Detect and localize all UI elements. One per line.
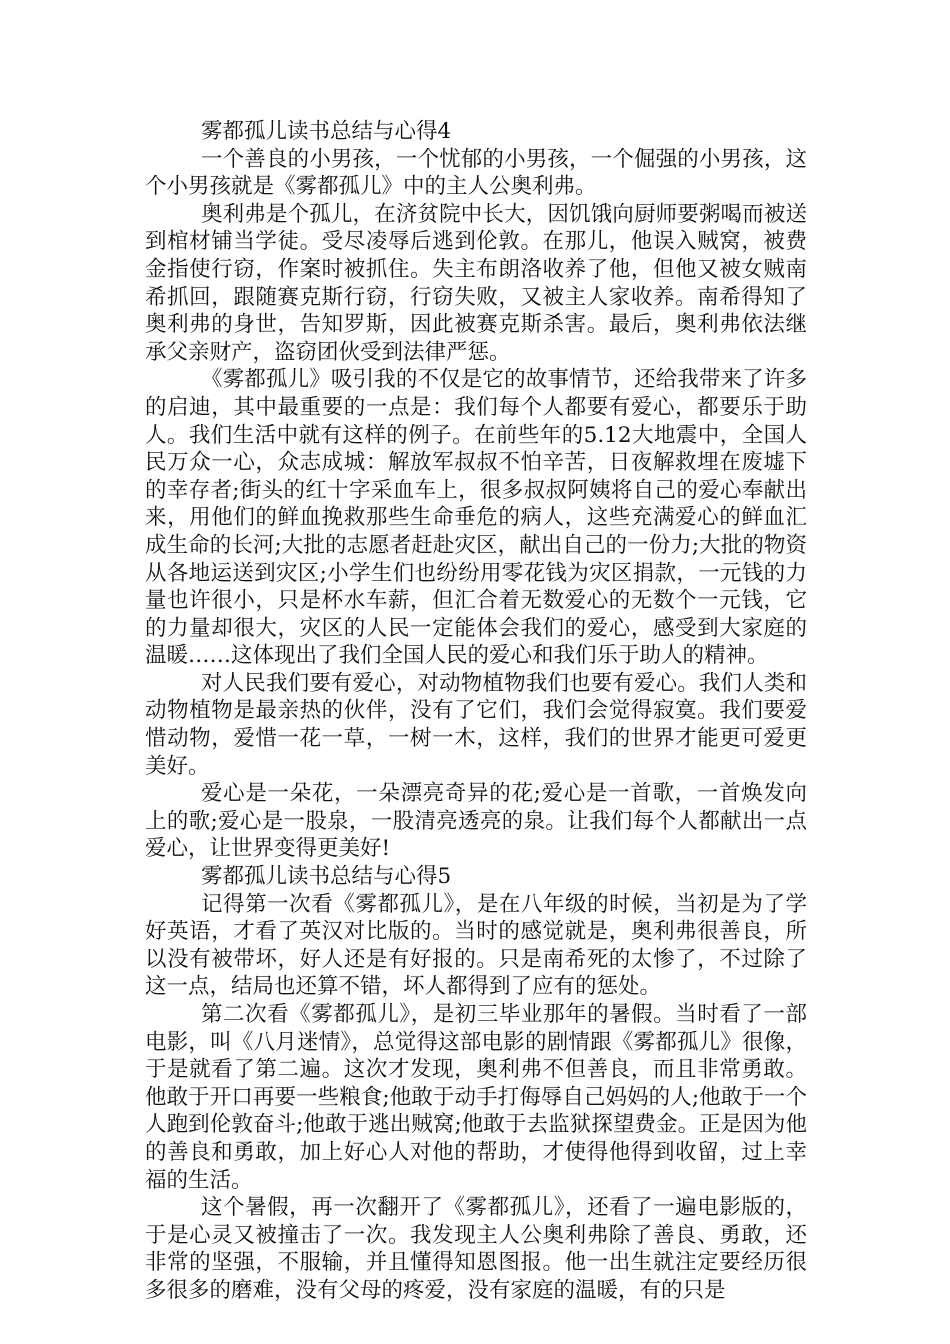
paragraph: 奥利弗是个孤儿，在济贫院中长大，因饥饿向厨师要粥喝而被送到棺材铺当学徒。受尽凌辱后逃到伦敦。在那儿，他误入贼窝，被费金指使行窃，作案时被抓住。失主布朗洛收养了他，但他又被女贼南希抓回，跟随赛克斯行窃，行窃失败，又被主人家收养。南希得知了奥利弗的身世，告知罗斯，因此被赛克斯杀害。最后，奥利弗依法继承父亲财产，盗窃团伙受到法律严惩。 <box>145 201 807 365</box>
paragraph: 第二次看《雾都孤儿》，是初三毕业那年的暑假。当时看了一部电影，叫《八月迷情》，总觉得这部电影的剧情跟《雾都孤儿》很像，于是就看了第二遍。这次才发现，奥利弗不但善良，而且非常勇敢。他敢于开口再要一些粮食;他敢于动手打侮辱自己妈妈的人;他敢于一个人跑到伦敦奋斗;他敢于逃出贼窝;他敢于去监狱探望费金。正是因为他的善良和勇敢，加上好心人对他的帮助，才使得他得到收留，过上幸福的生活。 <box>145 1002 807 1193</box>
section-heading: 雾都孤儿读书总结与心得5 <box>201 864 452 890</box>
paragraph: 一个善良的小男孩，一个忧郁的小男孩，一个倔强的小男孩，这个小男孩就是《雾都孤儿》中的主人公奥利弗。 <box>145 146 807 200</box>
paragraph: 这个暑假，再一次翻开了《雾都孤儿》，还看了一遍电影版的，于是心灵又被撞击了一次。我发现主人公奥利弗除了善良、勇敢，还非常的坚强，不服输，并且懂得知恩图报。他一出生就注定要经历很多很多的磨难，没有父母的疼爱，没有家庭的温暖，有的只是 <box>145 1195 807 1303</box>
paragraph: 对人民我们要有爱心，对动物植物我们也要有爱心。我们人类和动物植物是最亲热的伙伴，没有了它们，我们会觉得寂寞。我们要爱惜动物，爱惜一花一草，一树一木，这样，我们的世界才能更可爱更美好。 <box>145 670 807 779</box>
paragraph: 爱心是一朵花，一朵漂亮奇异的花;爱心是一首歌，一首焕发向上的歌;爱心是一股泉，一股清亮透亮的泉。让我们每个人都献出一点爱心，让世界变得更美好! <box>145 781 807 862</box>
document-page <box>145 118 807 1305</box>
paragraph: 记得第一次看《雾都孤儿》，是在八年级的时候，当初是为了学好英语，才看了英汉对比版的。当时的感觉就是，奥利弗很善良，所以没有被带坏，好人还是有好报的。只是南希死的太惨了，不过除了这一点，结局也还算不错，坏人都得到了应有的惩处。 <box>145 891 807 1000</box>
section-heading: 雾都孤儿读书总结与心得4 <box>201 119 452 144</box>
paragraph: 《雾都孤儿》吸引我的不仅是它的故事情节，还给我带来了许多的启迪，其中最重要的一点是：我们每个人都要有爱心，都要乐于助人。我们生活中就有这样的例子。在前些年的5.12大地震中，全国人民万众一心，众志成城：解放军叔叔不怕辛苦，日夜解救埋在废墟下的幸存者;街头的红十字采血车上，很多叔叔阿姨将自己的爱心奉献出来，用他们的鲜血挽救那些生命垂危的病人，这些充满爱心的鲜血汇成生命的长河;大批的志愿者赶赴灾区，献出自己的一份力;大批的物资从各地运送到灾区;小学生们也纷纷用零花钱为灾区捐款，一元钱的力量也许很小，只是杯水车薪，但汇合着无数爱心的无数个一元钱，它的力量却很大，灾区的人民一定能体会我们的爱心，感受到大家庭的温暖……这体现出了我们全国人民的爱心和我们乐于助人的精神。 <box>145 367 807 669</box>
